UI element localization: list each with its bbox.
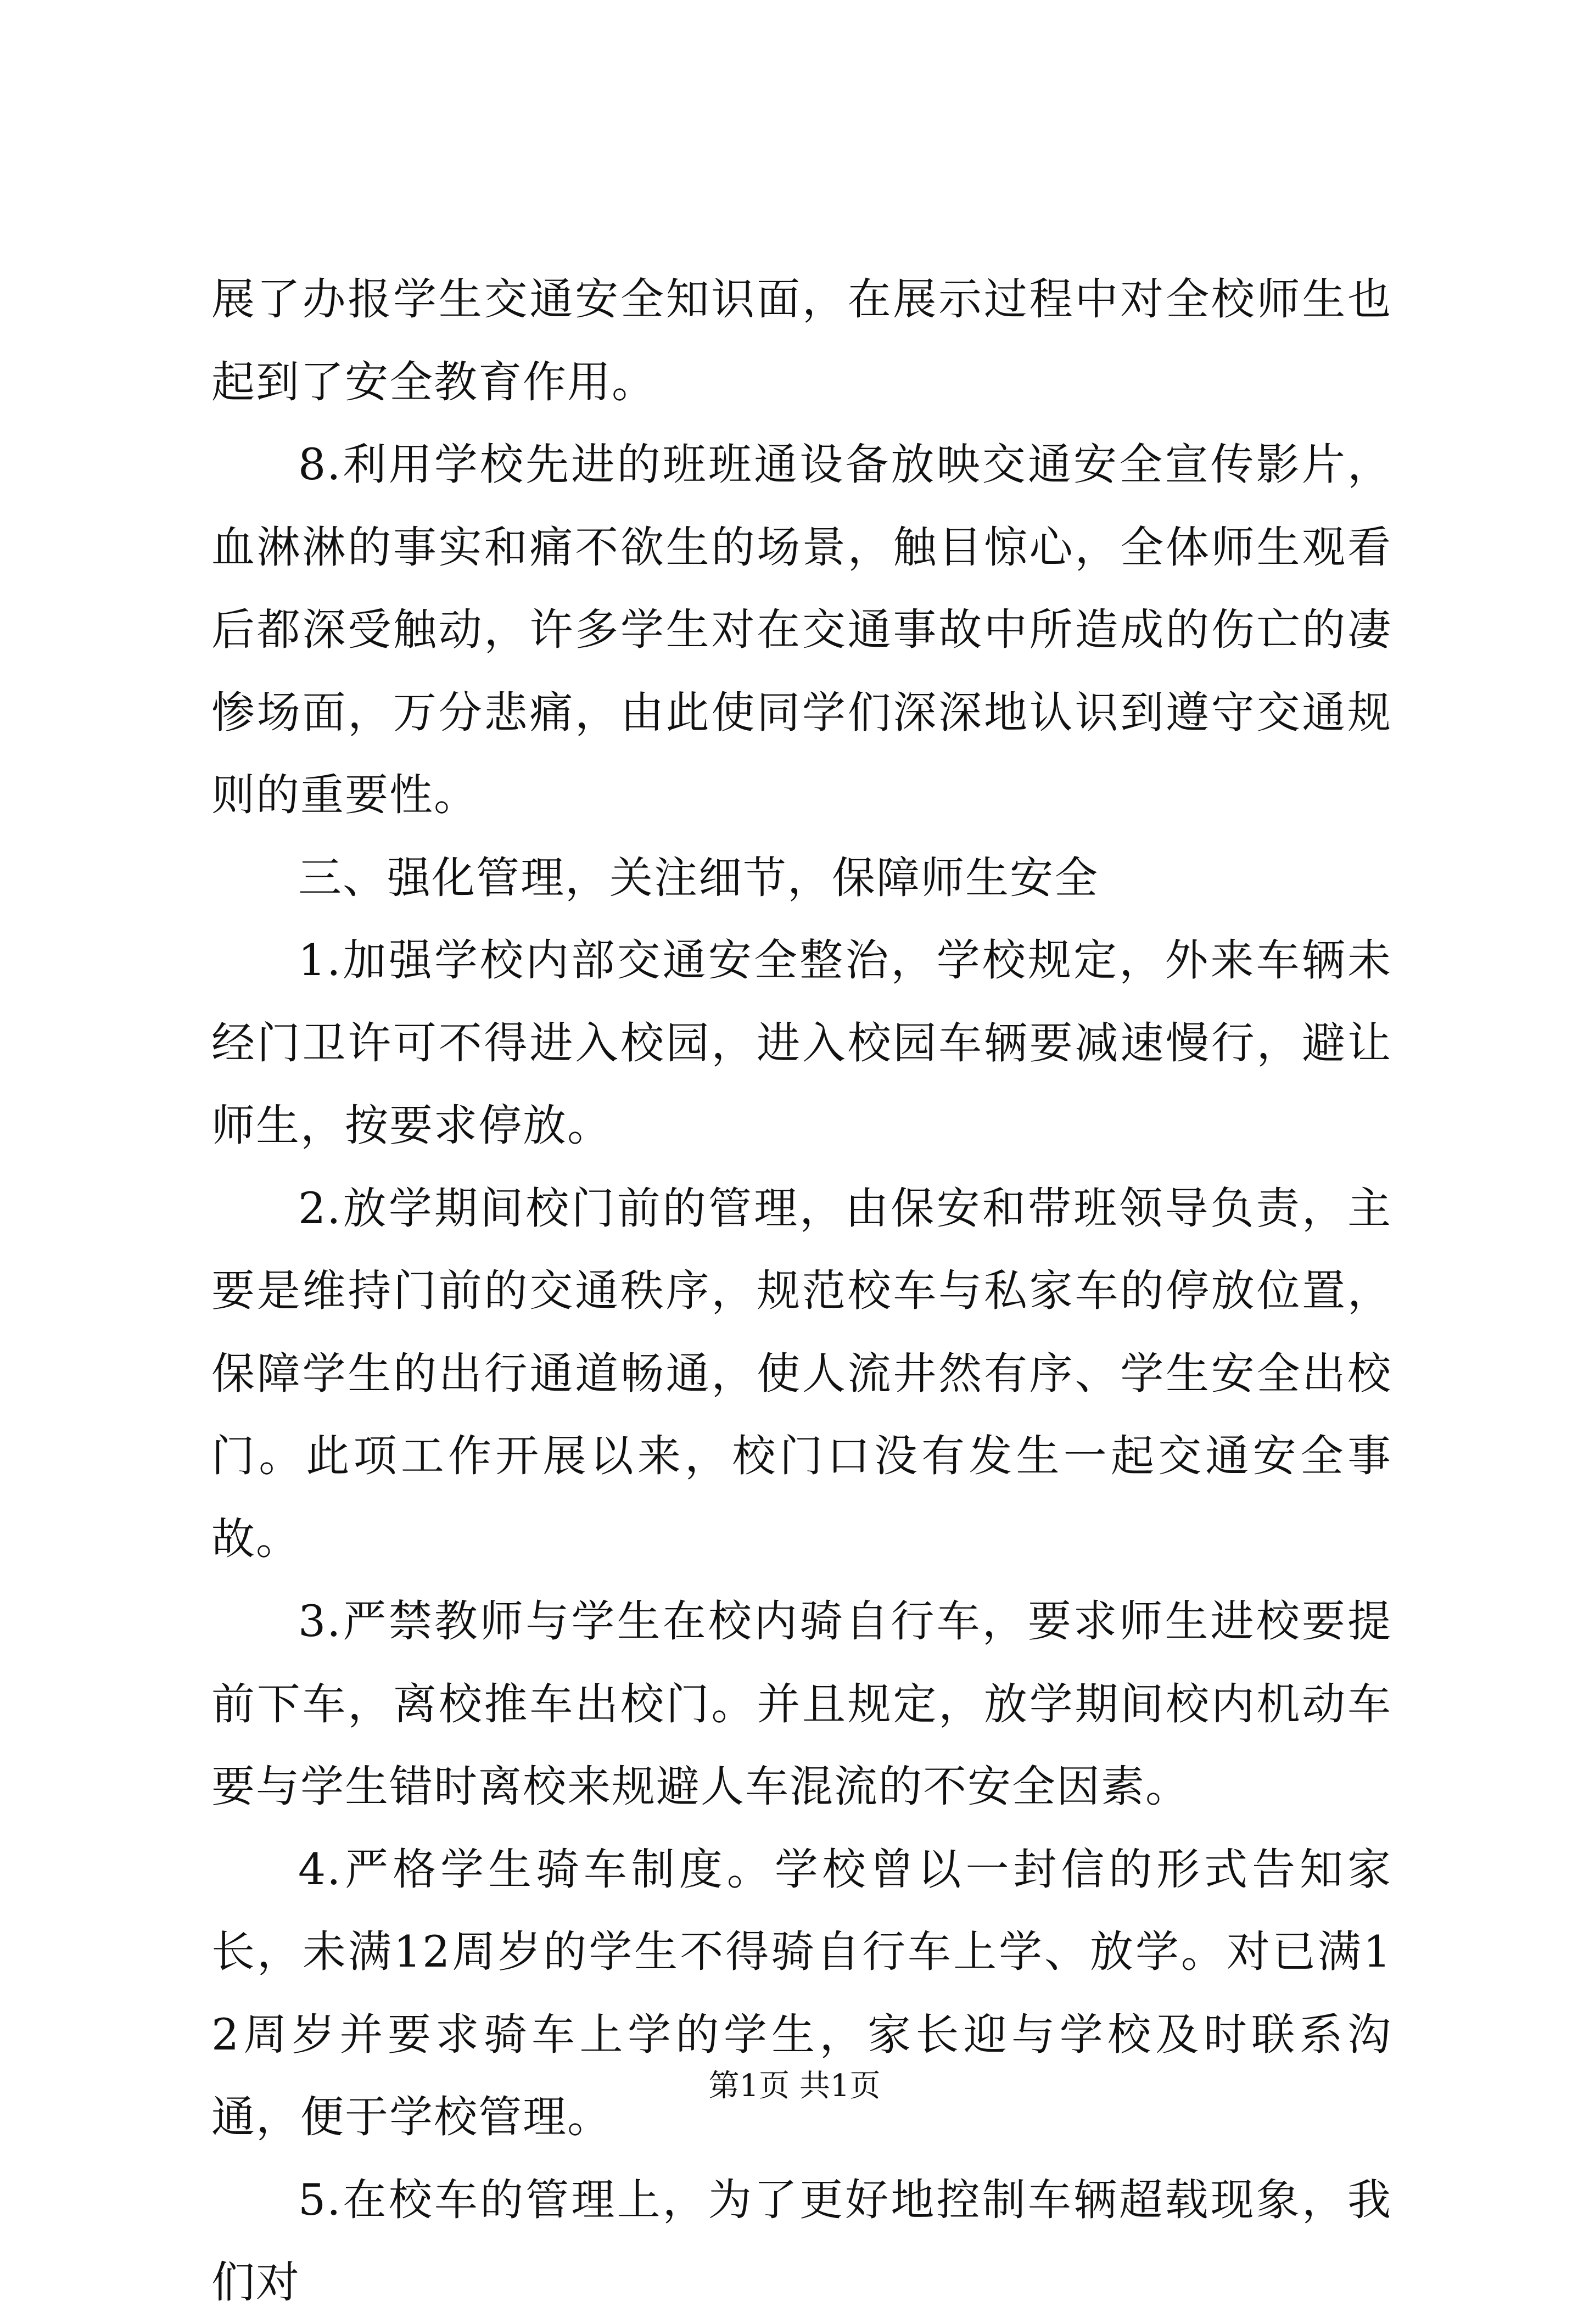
paragraph-item-2: 2.放学期间校门前的管理，由保安和带班领导负责，主要是维持门前的交通秩序，规范校车与私家车的停放位置，保障学生的出行通道畅通，使人流井然有序、学生安全出校门。此项工作开展以来，校门口没有发生一起交通安全事故。 — [211, 1183, 1392, 1564]
section-heading-3: 三、强化管理，关注细节，保障师生安全 — [298, 852, 1099, 903]
paragraph-item-3: 3.严禁教师与学生在校内骑自行车，要求师生进校要提前下车，离校推车出校门。并且规定，放学期间校内机动车要与学生错时离校来规避人车混流的不安全因素。 — [211, 1596, 1392, 1812]
paragraph-item-4: 4.严格学生骑车制度。学校曾以一封信的形式告知家长，未满12周岁的学生不得骑自行车上学、放学。对已满12周岁并要求骑车上学的学生，家长迎与学校及时联系沟通，便于学校管理。 — [211, 1844, 1392, 2142]
paragraph-item-5: 5.在校车的管理上，为了更好地控制车辆超载现象，我们对 — [211, 2174, 1392, 2308]
paragraph-item-1: 1.加强学校内部交通安全整治，学校规定，外来车辆未经门卫许可不得进入校园，进入校园车辆要减速慢行，避让师生，按要求停放。 — [211, 935, 1392, 1151]
document-body — [211, 258, 1392, 2324]
paragraph-item-8: 8.利用学校先进的班班通设备放映交通安全宣传影片，血淋淋的事实和痛不欲生的场景，触目惊心，全体师生观看后都深受触动，许多学生对在交通事故中所造成的伤亡的凄惨场面，万分悲痛，由此使同学们深深地认识到遵守交通规则的重要性。 — [211, 439, 1392, 820]
page-footer: 第1页 共1页 — [708, 2068, 881, 2104]
paragraph-continuation: 展了办报学生交通安全知识面，在展示过程中对全校师生也起到了安全教育作用。 — [211, 274, 1392, 407]
